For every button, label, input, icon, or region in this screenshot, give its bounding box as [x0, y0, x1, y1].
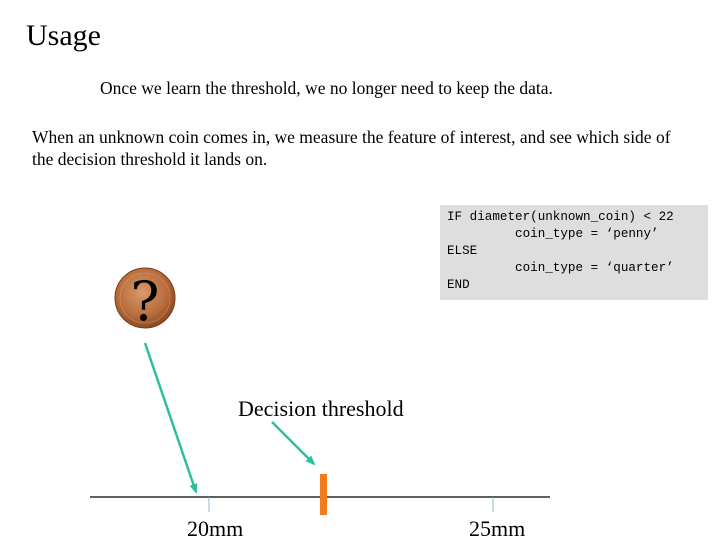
- threshold-label: Decision threshold: [238, 396, 404, 421]
- code-line-if: IF diameter(unknown_coin) < 22: [447, 210, 674, 224]
- code-line-else: ELSE: [447, 244, 478, 258]
- tick-label-20mm: 20mm: [187, 516, 244, 541]
- slide-title: Usage: [26, 19, 101, 52]
- threshold-pointer-arrow: [272, 422, 314, 464]
- code-line-penny: coin_type = ‘penny’: [447, 227, 659, 241]
- penny-coin-icon: [115, 268, 175, 333]
- tick-label-25mm: 25mm: [469, 516, 526, 541]
- question-mark-icon: ?: [130, 270, 160, 333]
- code-line-quarter: coin_type = ‘quarter’: [447, 261, 674, 275]
- code-line-end: END: [447, 278, 470, 292]
- intro-sentence: Once we learn the threshold, we no longer need to keep the data.: [100, 78, 553, 98]
- explanation-sentence: When an unknown coin comes in, we measure the feature of interest, and see which side of the decision threshold it lands on.: [32, 127, 671, 169]
- coin-measurement-arrow: [145, 343, 196, 492]
- decision-threshold-bar: [320, 474, 327, 515]
